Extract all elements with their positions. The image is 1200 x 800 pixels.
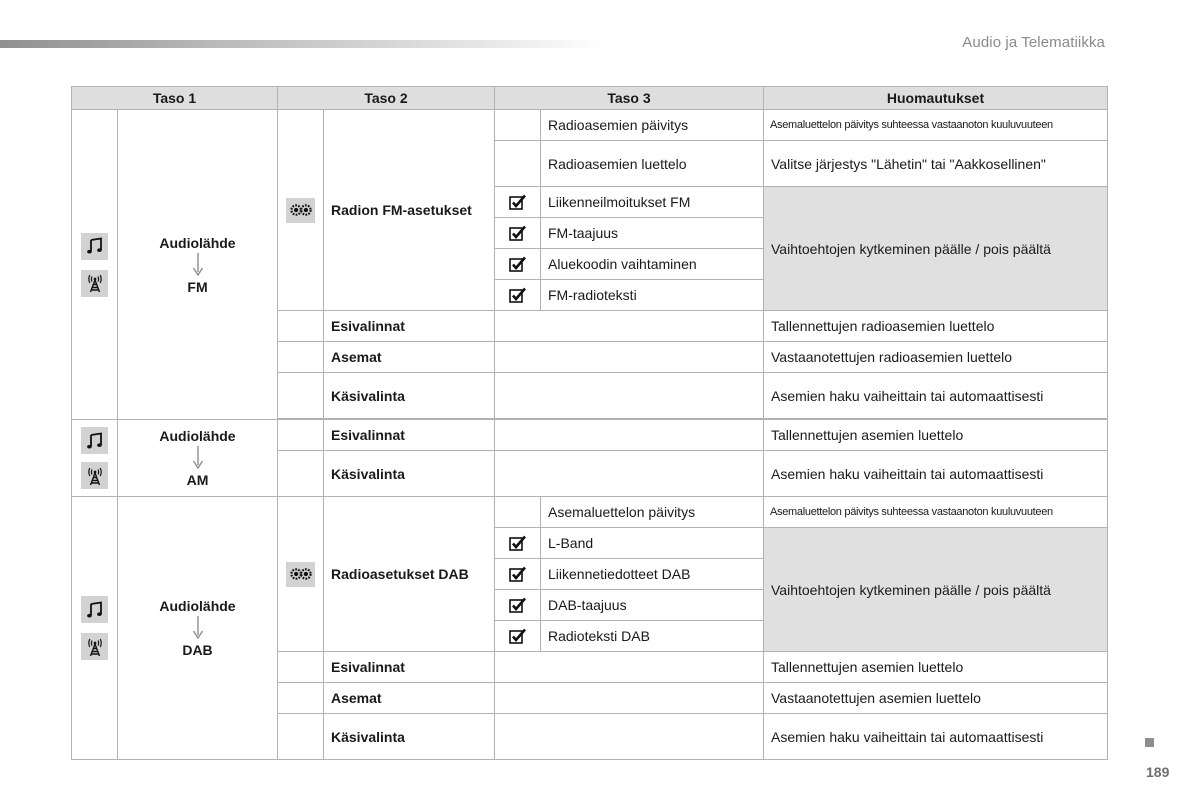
fm-stations: Asemat: [324, 342, 495, 373]
fm-stations-note: Vastaanotettujen radioasemien luettelo: [764, 342, 1108, 373]
fm-station-list: Radioasemien luettelo: [541, 141, 764, 187]
section-title: Audio ja Telematiikka: [962, 34, 1105, 51]
table-row: [72, 497, 1108, 528]
dab-settings-icon-cell: [278, 497, 324, 652]
empty-cell: [495, 311, 764, 342]
column-header-notes: Huomautukset: [764, 87, 1108, 110]
arrow-down-icon: [192, 446, 204, 470]
dab-icons: [72, 497, 118, 760]
arrow-down-icon: [192, 616, 204, 640]
audio-source-label: Audiolähde: [159, 428, 236, 444]
dab-option: Liikennetiedotteet DAB: [541, 559, 764, 590]
dab-presets-note: Tallennettujen asemien luettelo: [764, 652, 1108, 683]
band-label-am: AM: [186, 472, 209, 488]
checkbox-checked-icon: [495, 621, 541, 652]
band-label-fm: FM: [187, 278, 208, 295]
column-header-level1: Taso 1: [72, 87, 278, 110]
fm-manual-note: Asemien haku vaiheittain tai automaattisesti: [764, 373, 1108, 419]
am-icons: [72, 420, 118, 497]
table-row: [72, 110, 1108, 141]
dab-option: DAB-taajuus: [541, 590, 764, 621]
fm-options-note: Vaihtoehtojen kytkeminen päälle / pois päältä: [764, 187, 1108, 311]
fm-option: Liikenneilmoitukset FM: [541, 187, 764, 218]
page-marker: [1145, 738, 1154, 747]
fm-presets: Esivalinnat: [324, 311, 495, 342]
fm-option: FM-radioteksti: [541, 280, 764, 311]
dab-source-cell: [118, 497, 278, 760]
header-decor-bar: [0, 40, 610, 48]
music-note-icon: [81, 233, 108, 260]
empty-icon-cell: [278, 311, 324, 342]
checkbox-checked-icon: [495, 187, 541, 218]
antenna-icon: [81, 633, 108, 660]
empty-icon-cell: [278, 420, 324, 451]
audio-source-label: Audiolähde: [159, 234, 236, 251]
fm-option: Aluekoodin vaihtaminen: [541, 249, 764, 280]
fm-station-update: Radioasemien päivitys: [541, 110, 764, 141]
antenna-icon: [81, 270, 108, 297]
dab-stations: Asemat: [324, 683, 495, 714]
antenna-icon: [81, 462, 108, 489]
arrow-down-icon: [192, 253, 204, 277]
empty-icon-cell: [278, 342, 324, 373]
table-row: [72, 420, 1108, 451]
dab-presets: Esivalinnat: [324, 652, 495, 683]
empty-check-cell: [495, 110, 541, 141]
dab-manual-note: Asemien haku vaiheittain tai automaattisesti: [764, 714, 1108, 760]
am-source-cell: [118, 420, 278, 497]
fm-option: FM-taajuus: [541, 218, 764, 249]
dab-settings-label: Radioasetukset DAB: [324, 497, 495, 652]
fm-station-update-note: Asemaluettelon päivitys suhteessa vastaanoton kuuluvuuteen: [764, 110, 1108, 141]
dab-list-update-note: Asemaluettelon päivitys suhteessa vastaanoton kuuluvuuteen: [764, 497, 1108, 528]
checkbox-checked-icon: [495, 249, 541, 280]
fm-settings-label: Radion FM-asetukset: [324, 110, 495, 311]
fm-station-list-note: Valitse järjestys "Lähetin" tai "Aakkosellinen": [764, 141, 1108, 187]
dab-stations-note: Vastaanotettujen asemien luettelo: [764, 683, 1108, 714]
am-manual: Käsivalinta: [324, 451, 495, 497]
empty-check-cell: [495, 497, 541, 528]
audio-source-label: Audiolähde: [159, 598, 236, 614]
empty-check-cell: [495, 141, 541, 187]
empty-cell: [495, 373, 764, 419]
table-header-row: [72, 87, 1108, 110]
dab-manual: Käsivalinta: [324, 714, 495, 760]
checkbox-checked-icon: [495, 590, 541, 621]
empty-icon-cell: [278, 714, 324, 760]
empty-icon-cell: [278, 373, 324, 419]
empty-icon-cell: [278, 652, 324, 683]
column-header-level3: Taso 3: [495, 87, 764, 110]
empty-cell: [495, 451, 764, 497]
am-manual-note: Asemien haku vaiheittain tai automaattisesti: [764, 451, 1108, 497]
settings-gears-icon: [286, 562, 315, 587]
checkbox-checked-icon: [495, 280, 541, 311]
empty-cell: [495, 342, 764, 373]
menu-table: [71, 86, 1108, 760]
fm-manual: Käsivalinta: [324, 373, 495, 419]
fm-source-cell: [118, 110, 278, 420]
am-presets-note: Tallennettujen asemien luettelo: [764, 420, 1108, 451]
fm-settings-icon-cell: [278, 110, 324, 311]
am-presets: Esivalinnat: [324, 420, 495, 451]
checkbox-checked-icon: [495, 559, 541, 590]
band-label-dab: DAB: [182, 642, 213, 658]
dab-list-update: Asemaluettelon päivitys: [541, 497, 764, 528]
empty-icon-cell: [278, 683, 324, 714]
dab-options-note: Vaihtoehtojen kytkeminen päälle / pois päältä: [764, 528, 1108, 652]
page-number: 189: [1146, 764, 1170, 780]
fm-icons: [72, 110, 118, 420]
empty-cell: [495, 652, 764, 683]
dab-option: L-Band: [541, 528, 764, 559]
music-note-icon: [81, 427, 108, 454]
music-note-icon: [81, 596, 108, 623]
checkbox-checked-icon: [495, 528, 541, 559]
empty-icon-cell: [278, 451, 324, 497]
empty-cell: [495, 714, 764, 760]
column-header-level2: Taso 2: [278, 87, 495, 110]
empty-cell: [495, 683, 764, 714]
fm-presets-note: Tallennettujen radioasemien luettelo: [764, 311, 1108, 342]
settings-gears-icon: [286, 198, 315, 223]
dab-option: Radioteksti DAB: [541, 621, 764, 652]
empty-cell: [495, 420, 764, 451]
checkbox-checked-icon: [495, 218, 541, 249]
